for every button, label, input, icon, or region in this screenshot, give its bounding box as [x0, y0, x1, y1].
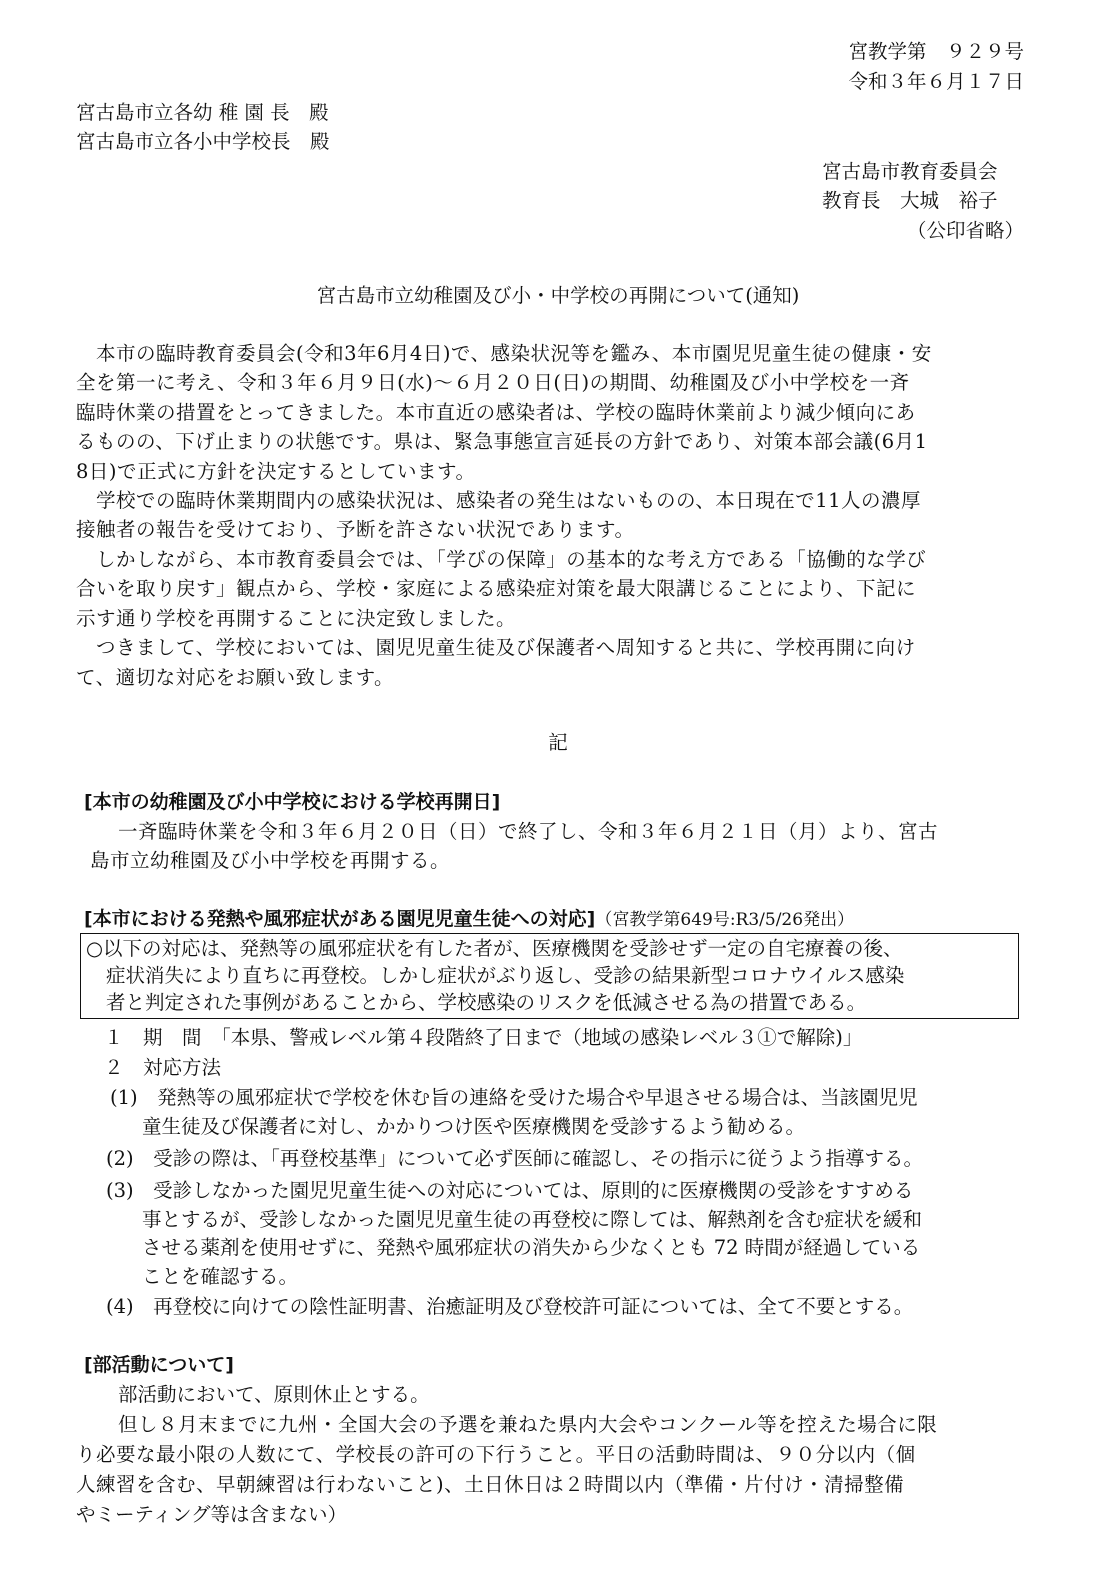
period-line: １ 期 間 「本県、警戒レベル第４段階終了日まで（地域の感染レベル３①で解除)」 [104, 1026, 863, 1049]
body-line: 全を第一に考え、令和３年６月９日(水)～６月２０日(日)の期間、幼稚園及び小中学校を一斉 [76, 371, 910, 394]
body-line: 合いを取り戻す」観点から、学校・家庭による感染症対策を最大限講じることにより、下記に [76, 577, 917, 600]
notice-box-line: 症状消失により直ちに再登校。しかし症状がぶり返し、受診の結果新型コロナウイルス感染 [106, 964, 905, 987]
section-heading-fever-response [84, 910, 854, 929]
recipient-schools: 宮古島市立各小中学校長 殿 [76, 130, 330, 153]
method-item: (1) 発熱等の風邪症状で学校を休む旨の連絡を受けた場合や早退させる場合は、当該園児児 [110, 1086, 918, 1109]
method-item: させる薬剤を使用せずに、発熱や風邪症状の消失から少なくとも 72 時間が経過している [142, 1236, 921, 1259]
section1-line: 島市立幼稚園及び小中学校を再開する。 [90, 849, 451, 872]
body-line: て、適切な対応をお願い致します。 [76, 666, 395, 689]
notice-box-line: ○以下の対応は、発熱等の風邪症状を有した者が、医療機関を受診せず一定の自宅療養の後、 [86, 937, 903, 960]
section3-line: り必要な最小限の人数にて、学校長の許可の下行うこと。平日の活動時間は、９０分以内（個 [76, 1443, 916, 1466]
section1-line: 一斉臨時休業を令和３年６月２０日（日）で終了し、令和３年６月２１日（月）より、宮古 [118, 820, 939, 843]
body-line: 臨時休業の措置をとってきました。本市直近の感染者は、学校の臨時休業前より減少傾向にあ [76, 401, 916, 424]
section2-heading-text: [本市における発熱や風邪症状がある園児児童生徒への対応] [84, 908, 596, 930]
method-item: 事とするが、受診しなかった園児児童生徒の再登校に際しては、解熱剤を含む症状を緩和 [142, 1208, 923, 1231]
section3-line: 但し８月末までに九州・全国大会の予選を兼ねた県内大会やコンクール等を控えた場合に限 [118, 1413, 938, 1436]
body-line: つきまして、学校においては、園児児童生徒及び保護者へ周知すると共に、学校再開に向け [96, 636, 916, 659]
method-line: ２ 対応方法 [104, 1056, 222, 1079]
body-line: 示す通り学校を再開することに決定致しました。 [76, 607, 517, 630]
seal-note: （公印省略） [906, 219, 1024, 242]
section-heading-club-activities: [部活動について] [84, 1354, 234, 1376]
sender-name: 教育長 大城 裕子 [822, 189, 998, 212]
body-line: しかしながら、本市教育委員会では、「学びの保障」の基本的な考え方である「協働的な学び [96, 548, 927, 571]
section3-line: 部活動において、原則休止とする。 [118, 1383, 430, 1406]
document-number: 宮教学第 ９２９号 [848, 40, 1024, 63]
recipient-kindergarten: 宮古島市立各幼 稚 園 長 殿 [76, 101, 329, 124]
method-item: (4) 再登校に向けての陰性証明書、治癒証明及び登校許可証については、全て不要とする。 [106, 1295, 914, 1318]
section-heading-reopening-date: [本市の幼稚園及び小中学校における学校再開日] [84, 791, 501, 813]
method-item: (2) 受診の際は、「再登校基準」について必ず医師に確認し、その指示に従うよう指導する。 [106, 1147, 923, 1170]
body-line: 学校での臨時休業期間内の感染状況は、感染者の発生はないものの、本日現在で11人の濃厚 [96, 489, 922, 512]
method-item: (3) 受診しなかった園児児童生徒への対応については、原則的に医療機関の受診をすすめる [106, 1179, 914, 1202]
body-line: るものの、下げ止まりの状態です。県は、緊急事態宣言延長の方針であり、対策本部会議(6月1 [76, 430, 928, 453]
section3-line: 人練習を含む、早朝練習は行わないこと)、土日休日は２時間以内（準備・片付け・清掃整備 [76, 1473, 905, 1496]
ki-marker: 記 [548, 731, 568, 754]
section3-line: やミーティング等は含まない） [76, 1503, 348, 1526]
method-item: 童生徒及び保護者に対し、かかりつけ医や医療機関を受診するよう勧める。 [142, 1115, 806, 1138]
sender-organization: 宮古島市教育委員会 [822, 160, 998, 183]
body-line: 本市の臨時教育委員会(令和3年6月4日)で、感染状況等を鑑み、本市園児児童生徒の健康・安 [96, 342, 932, 365]
body-line: 8日)で正式に方針を決定するとしています。 [76, 460, 476, 483]
body-line: 接触者の報告を受けており、予断を許さない状況であります。 [76, 518, 635, 541]
document-title: 宮古島市立幼稚園及び小・中学校の再開について(通知) [316, 284, 800, 307]
method-item: ことを確認する。 [142, 1265, 299, 1288]
document-date: 令和３年６月１７日 [848, 70, 1024, 93]
notice-box-line: 者と判定された事例があることから、学校感染のリスクを低減させる為の措置である。 [106, 991, 867, 1014]
section2-reference: （宮教学第649号:R3/5/26発出） [595, 910, 855, 930]
